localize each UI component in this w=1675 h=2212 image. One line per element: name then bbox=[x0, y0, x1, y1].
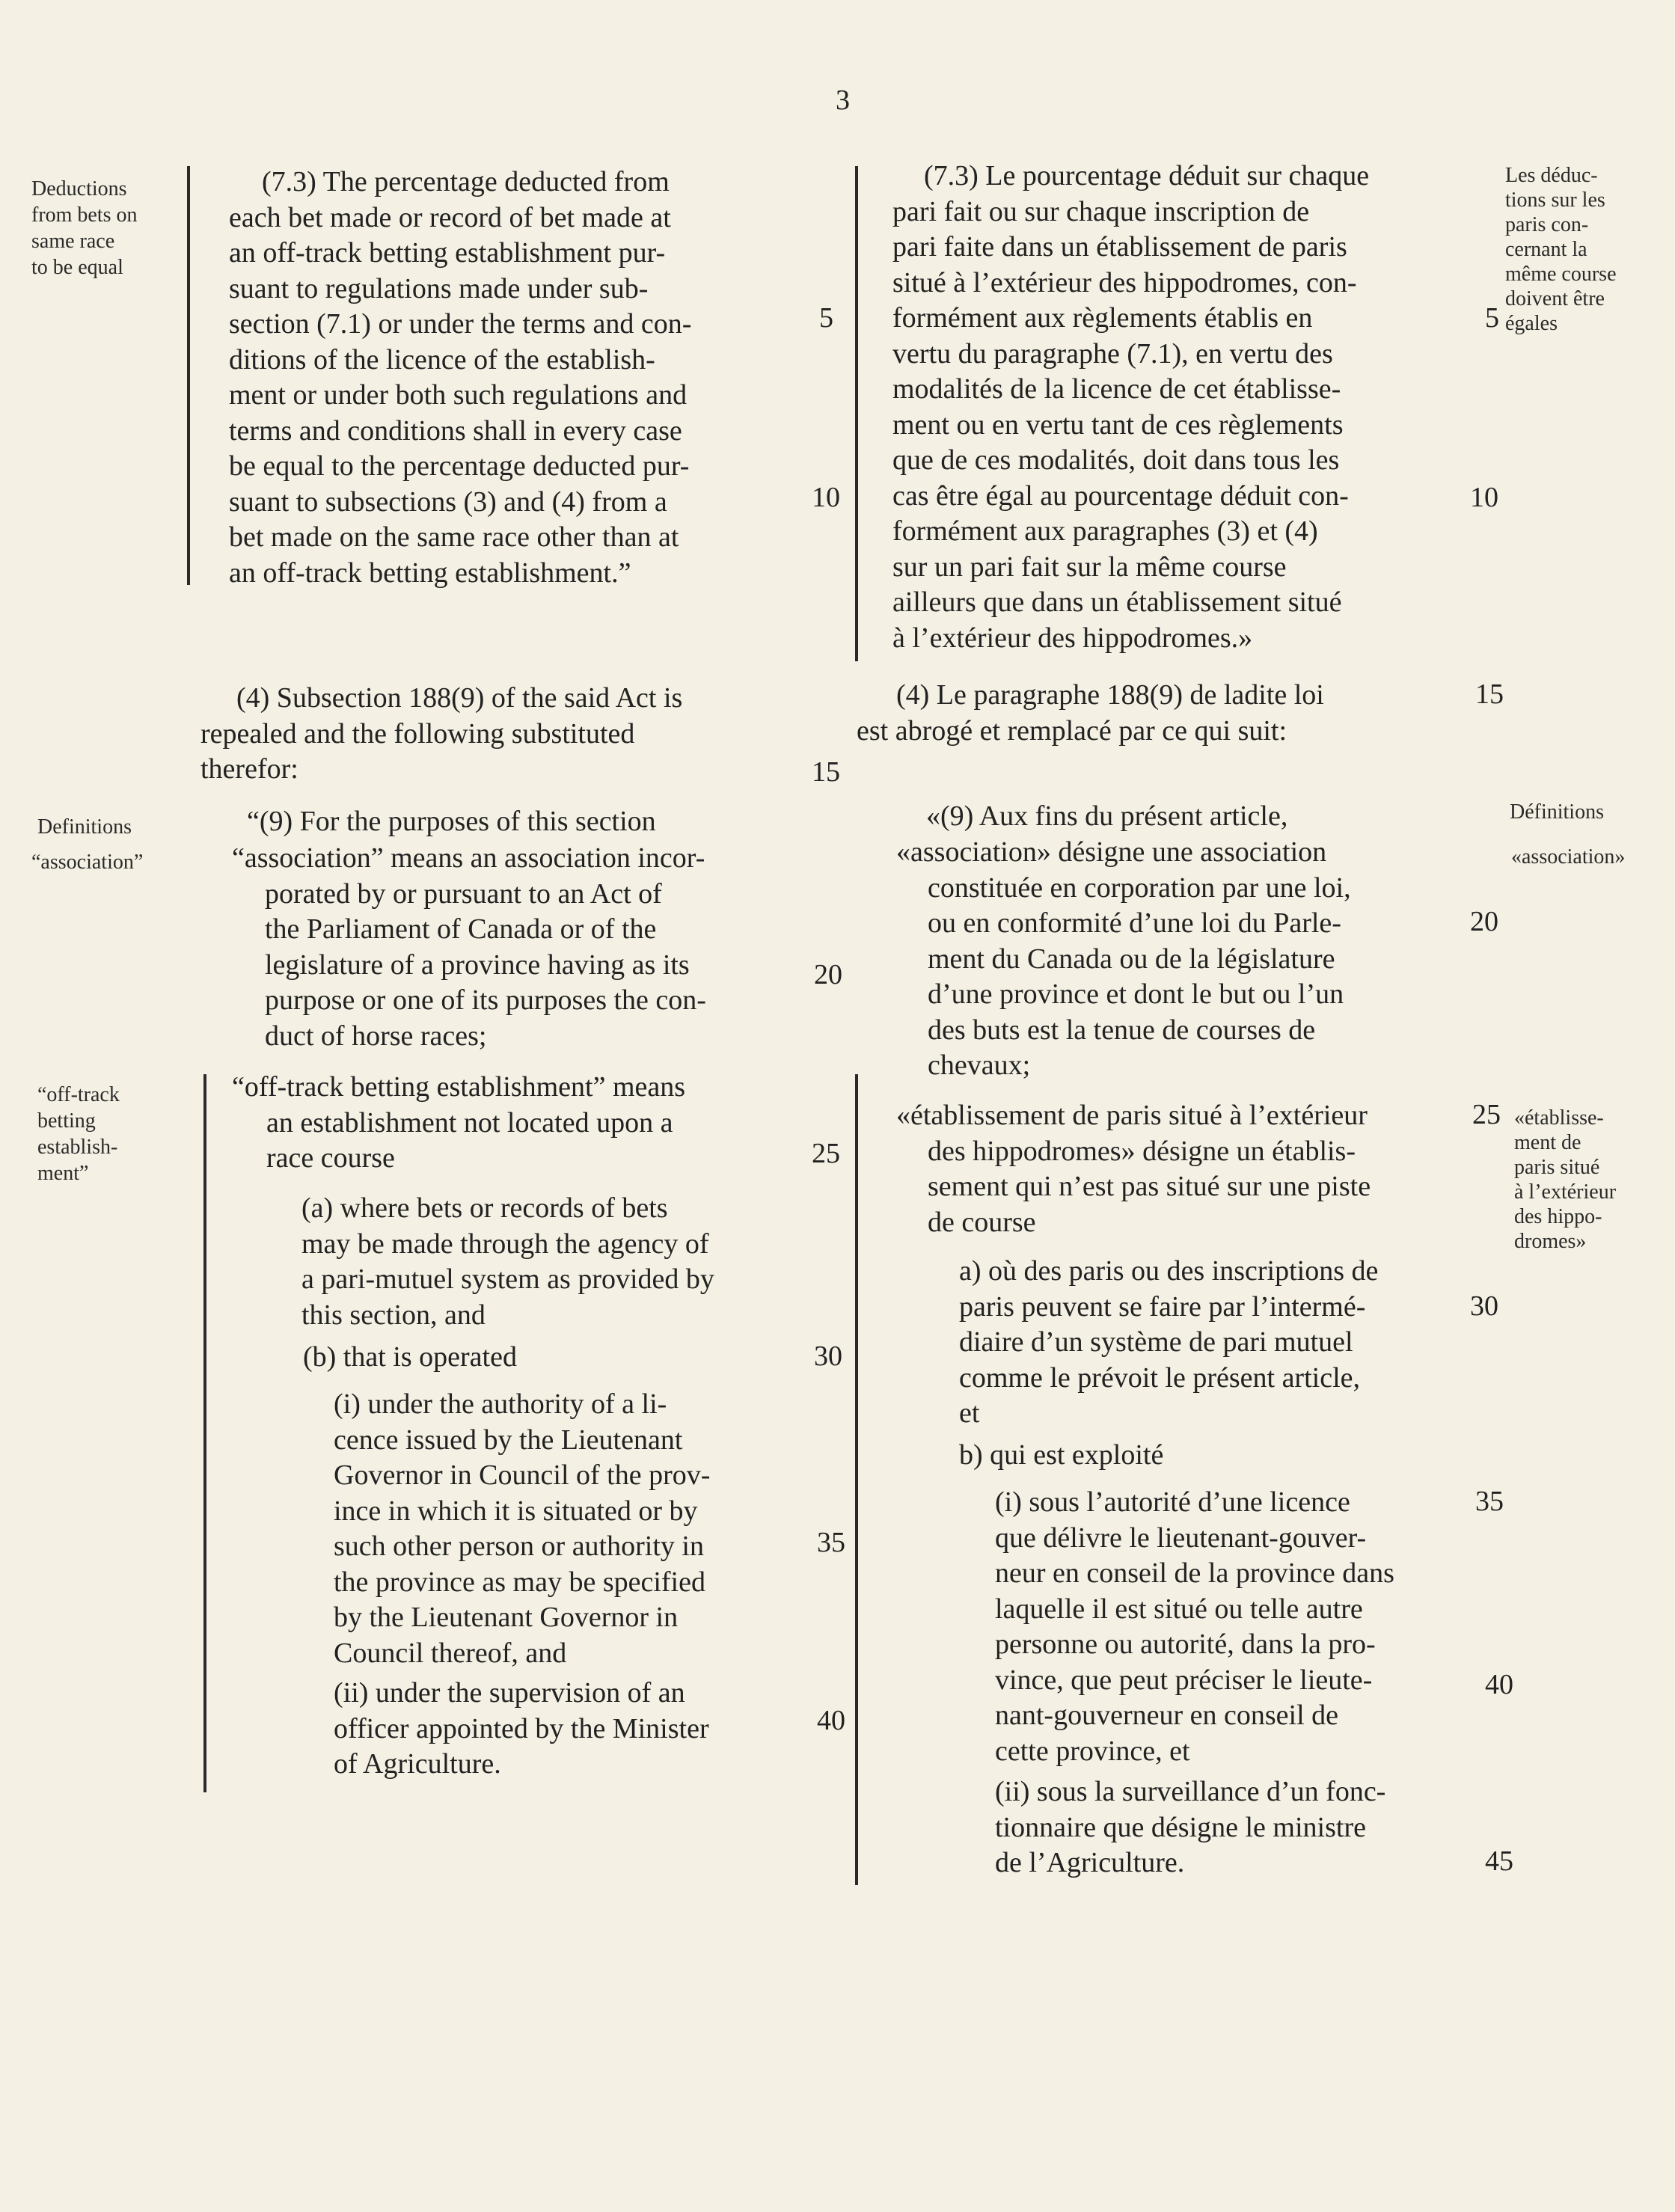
text-line: “association” means an association incor- bbox=[232, 842, 705, 874]
margin-note-association-en: “association” bbox=[31, 851, 144, 874]
french-para-a bbox=[959, 1254, 1378, 1432]
line-number: 30 bbox=[814, 1341, 842, 1372]
amendment-bar-en-top bbox=[187, 166, 190, 585]
note-line: “off-track bbox=[37, 1083, 120, 1106]
french-subsection-9: «(9) Aux fins du présent article, bbox=[926, 800, 1288, 832]
note-line: paris con- bbox=[1505, 213, 1589, 236]
text-line: of Agriculture. bbox=[334, 1748, 501, 1780]
text-line: «établissement de paris situé à l’extérieur bbox=[896, 1100, 1368, 1131]
text-line: vince, que peut préciser le lieute- bbox=[995, 1664, 1373, 1696]
margin-note-offtrack-fr bbox=[1514, 1106, 1616, 1254]
text-line: pari faite dans un établissement de paris bbox=[892, 231, 1347, 263]
note-line: Deductions bbox=[31, 177, 127, 200]
text-line: Governor in Council of the prov- bbox=[334, 1459, 711, 1491]
text-line: «association» désigne une association bbox=[896, 836, 1327, 868]
english-def-offtrack bbox=[232, 1070, 685, 1177]
note-line: to be equal bbox=[31, 256, 123, 279]
text-line: tionnaire que désigne le ministre bbox=[995, 1811, 1366, 1843]
margin-note-offtrack-en bbox=[37, 1082, 120, 1186]
margin-note-definitions-en: Definitions bbox=[37, 815, 132, 839]
text-line: an off-track betting establishment pur- bbox=[229, 237, 666, 269]
text-line: an off-track betting establishment.” bbox=[229, 557, 631, 589]
text-line: officer appointed by the Minister bbox=[334, 1712, 709, 1744]
text-line: a pari-mutuel system as provided by bbox=[301, 1263, 714, 1295]
line-number: 5 bbox=[1485, 302, 1499, 334]
text-line: et bbox=[959, 1397, 980, 1429]
text-line: (4) Le paragraphe 188(9) de ladite loi bbox=[896, 679, 1324, 711]
text-line: ou en conformité d’une loi du Parle- bbox=[928, 907, 1341, 939]
text-line: section (7.1) or under the terms and con- bbox=[229, 308, 692, 340]
margin-note-association-fr: «association» bbox=[1511, 845, 1626, 868]
text-line: des hippodromes» désigne un établis- bbox=[928, 1135, 1356, 1167]
text-line: (4) Subsection 188(9) of the said Act is bbox=[236, 682, 683, 714]
french-def-association bbox=[896, 835, 1351, 1084]
text-line: (7.3) Le pourcentage déduit sur chaque bbox=[924, 160, 1370, 192]
text-line: therefor: bbox=[200, 753, 298, 785]
line-number: 45 bbox=[1485, 1845, 1513, 1877]
note-line: des hippo- bbox=[1514, 1205, 1602, 1228]
text-line: bet made on the same race other than at bbox=[229, 521, 679, 553]
text-line: ment ou en vertu tant de ces règlements bbox=[892, 408, 1344, 441]
text-line: this section, and bbox=[301, 1299, 486, 1331]
note-line: Les déduc- bbox=[1505, 164, 1598, 187]
amendment-bar-center-bottom bbox=[855, 1074, 858, 1885]
note-line: paris situé bbox=[1514, 1156, 1600, 1179]
french-subpara-i bbox=[995, 1485, 1394, 1769]
text-line: such other person or authority in bbox=[334, 1531, 704, 1562]
text-line: formément aux paragraphes (3) et (4) bbox=[892, 515, 1318, 547]
text-line: “off-track betting establishment” means bbox=[232, 1071, 686, 1103]
text-line: de course bbox=[928, 1206, 1036, 1238]
text-line: the Parliament of Canada or of the bbox=[265, 913, 657, 945]
text-line: by the Lieutenant Governor in bbox=[334, 1602, 679, 1633]
line-number: 10 bbox=[1470, 482, 1498, 513]
english-def-association bbox=[232, 841, 706, 1054]
amendment-bar-en-bottom bbox=[203, 1074, 206, 1792]
text-line: comme le prévoit le présent article, bbox=[959, 1361, 1360, 1394]
text-line: sement qui n’est pas situé sur une piste bbox=[928, 1171, 1371, 1202]
note-line: tions sur les bbox=[1505, 189, 1605, 212]
text-line: porated by or pursuant to an Act of bbox=[265, 877, 662, 910]
line-number: 30 bbox=[1470, 1290, 1498, 1322]
text-line: cence issued by the Lieutenant bbox=[334, 1424, 683, 1456]
margin-note-definitions-fr: Définitions bbox=[1510, 800, 1604, 824]
note-line: establish- bbox=[37, 1136, 118, 1159]
english-para-b: (b) that is operated bbox=[303, 1341, 517, 1373]
text-line: des buts est la tenue de courses de bbox=[928, 1014, 1316, 1046]
text-line: neur en conseil de la province dans bbox=[995, 1557, 1394, 1589]
french-section-4 bbox=[857, 678, 1324, 749]
line-number: 35 bbox=[1475, 1486, 1504, 1517]
note-line: «établisse- bbox=[1514, 1106, 1604, 1130]
line-number: 15 bbox=[812, 756, 840, 788]
text-line: situé à l’extérieur des hippodromes, con- bbox=[892, 266, 1357, 298]
text-line: formément aux règlements établis en bbox=[892, 302, 1313, 334]
line-number: 15 bbox=[1475, 678, 1504, 710]
text-line: be equal to the percentage deducted pur- bbox=[229, 450, 690, 482]
text-line: suant to subsections (3) and (4) from a bbox=[229, 485, 667, 518]
text-line: cas être égal au pourcentage déduit con- bbox=[892, 480, 1349, 512]
english-para-a bbox=[301, 1191, 714, 1333]
english-subpara-ii bbox=[334, 1676, 709, 1783]
text-line: Council thereof, and bbox=[334, 1637, 567, 1669]
note-line: ment” bbox=[37, 1162, 89, 1185]
text-line: constituée en corporation par une loi, bbox=[928, 871, 1351, 904]
margin-note-deductions-fr bbox=[1505, 163, 1617, 336]
line-number: 25 bbox=[1472, 1099, 1501, 1130]
text-line: duct of horse races; bbox=[265, 1020, 487, 1052]
note-line: betting bbox=[37, 1109, 96, 1133]
english-section-7-3 bbox=[229, 165, 691, 591]
line-number: 20 bbox=[814, 959, 842, 990]
note-line: from bets on bbox=[31, 203, 138, 227]
note-line: same race bbox=[31, 230, 115, 253]
note-line: cernant la bbox=[1505, 238, 1587, 261]
text-line: est abrogé et remplacé par ce qui suit: bbox=[857, 714, 1287, 747]
text-line: terms and conditions shall in every case bbox=[229, 414, 682, 447]
text-line: (i) sous l’autorité d’une licence bbox=[995, 1486, 1350, 1518]
text-line: may be made through the agency of bbox=[301, 1228, 709, 1260]
line-number: 20 bbox=[1470, 906, 1498, 937]
line-number: 40 bbox=[817, 1705, 845, 1736]
note-line: dromes» bbox=[1514, 1230, 1587, 1253]
margin-note-deductions-en bbox=[31, 176, 138, 281]
note-line: ment de bbox=[1514, 1131, 1581, 1154]
text-line: an establishment not located upon a bbox=[266, 1106, 673, 1139]
french-subpara-ii bbox=[995, 1774, 1385, 1881]
note-line: à l’extérieur bbox=[1514, 1180, 1617, 1204]
text-line: ailleurs que dans un établissement situé bbox=[892, 586, 1342, 618]
note-line: doivent être bbox=[1505, 287, 1605, 310]
text-line: d’une province et dont le but ou l’un bbox=[928, 978, 1344, 1010]
french-para-b: b) qui est exploité bbox=[959, 1439, 1164, 1471]
text-line: cette province, et bbox=[995, 1735, 1190, 1767]
text-line: ment du Canada ou de la législature bbox=[928, 943, 1335, 975]
text-line: pari fait ou sur chaque inscription de bbox=[892, 195, 1310, 227]
text-line: chevaux; bbox=[928, 1050, 1031, 1081]
page-number: 3 bbox=[836, 85, 850, 116]
text-line: nant-gouverneur en conseil de bbox=[995, 1700, 1338, 1731]
text-line: laquelle il est situé ou telle autre bbox=[995, 1593, 1363, 1625]
amendment-bar-center-top bbox=[855, 166, 858, 661]
text-line: paris peuvent se faire par l’intermé- bbox=[959, 1290, 1366, 1323]
line-number: 10 bbox=[812, 482, 840, 513]
text-line: ince in which it is situated or by bbox=[334, 1495, 698, 1527]
text-line: purpose or one of its purposes the con- bbox=[265, 984, 706, 1016]
english-subpara-i bbox=[334, 1387, 710, 1671]
text-line: vertu du paragraphe (7.1), en vertu des bbox=[892, 337, 1333, 370]
text-line: (a) where bets or records of bets bbox=[301, 1192, 668, 1224]
line-number: 25 bbox=[812, 1138, 840, 1169]
text-line: race course bbox=[266, 1142, 395, 1174]
text-line: legislature of a province having as its bbox=[265, 949, 690, 981]
french-section-7-3 bbox=[892, 159, 1369, 656]
english-section-4 bbox=[200, 681, 682, 788]
text-line: the province as may be specified bbox=[334, 1566, 705, 1598]
text-line: each bet made or record of bet made at bbox=[229, 201, 671, 233]
note-line: même course bbox=[1505, 263, 1617, 286]
text-line: que de ces modalités, doit dans tous les bbox=[892, 444, 1340, 476]
text-line: de l’Agriculture. bbox=[995, 1847, 1185, 1878]
text-line: que délivre le lieutenant-gouver- bbox=[995, 1522, 1367, 1554]
line-number: 35 bbox=[817, 1527, 845, 1558]
text-line: modalités de la licence de cet établisse- bbox=[892, 373, 1341, 405]
text-line: (ii) sous la surveillance d’un fonc- bbox=[995, 1776, 1386, 1807]
text-line: suant to regulations made under sub- bbox=[229, 272, 649, 304]
text-line: (7.3) The percentage deducted from bbox=[262, 166, 670, 197]
line-number: 40 bbox=[1485, 1669, 1513, 1700]
text-line: diaire d’un système de pari mutuel bbox=[959, 1326, 1353, 1358]
english-subsection-9: “(9) For the purposes of this section bbox=[247, 806, 656, 837]
text-line: (ii) under the supervision of an bbox=[334, 1677, 685, 1709]
text-line: à l’extérieur des hippodromes.» bbox=[892, 622, 1253, 654]
text-line: ment or under both such regulations and bbox=[229, 379, 688, 411]
french-def-offtrack bbox=[896, 1098, 1371, 1240]
note-line: égales bbox=[1505, 312, 1558, 335]
line-number: 5 bbox=[819, 302, 833, 334]
text-line: sur un pari fait sur la même course bbox=[892, 551, 1287, 583]
text-line: ditions of the licence of the establish- bbox=[229, 343, 655, 376]
text-line: (i) under the authority of a li- bbox=[334, 1388, 667, 1420]
text-line: repealed and the following substituted bbox=[200, 717, 635, 750]
text-line: personne ou autorité, dans la pro- bbox=[995, 1629, 1376, 1660]
text-line: a) où des paris ou des inscriptions de bbox=[959, 1255, 1379, 1287]
